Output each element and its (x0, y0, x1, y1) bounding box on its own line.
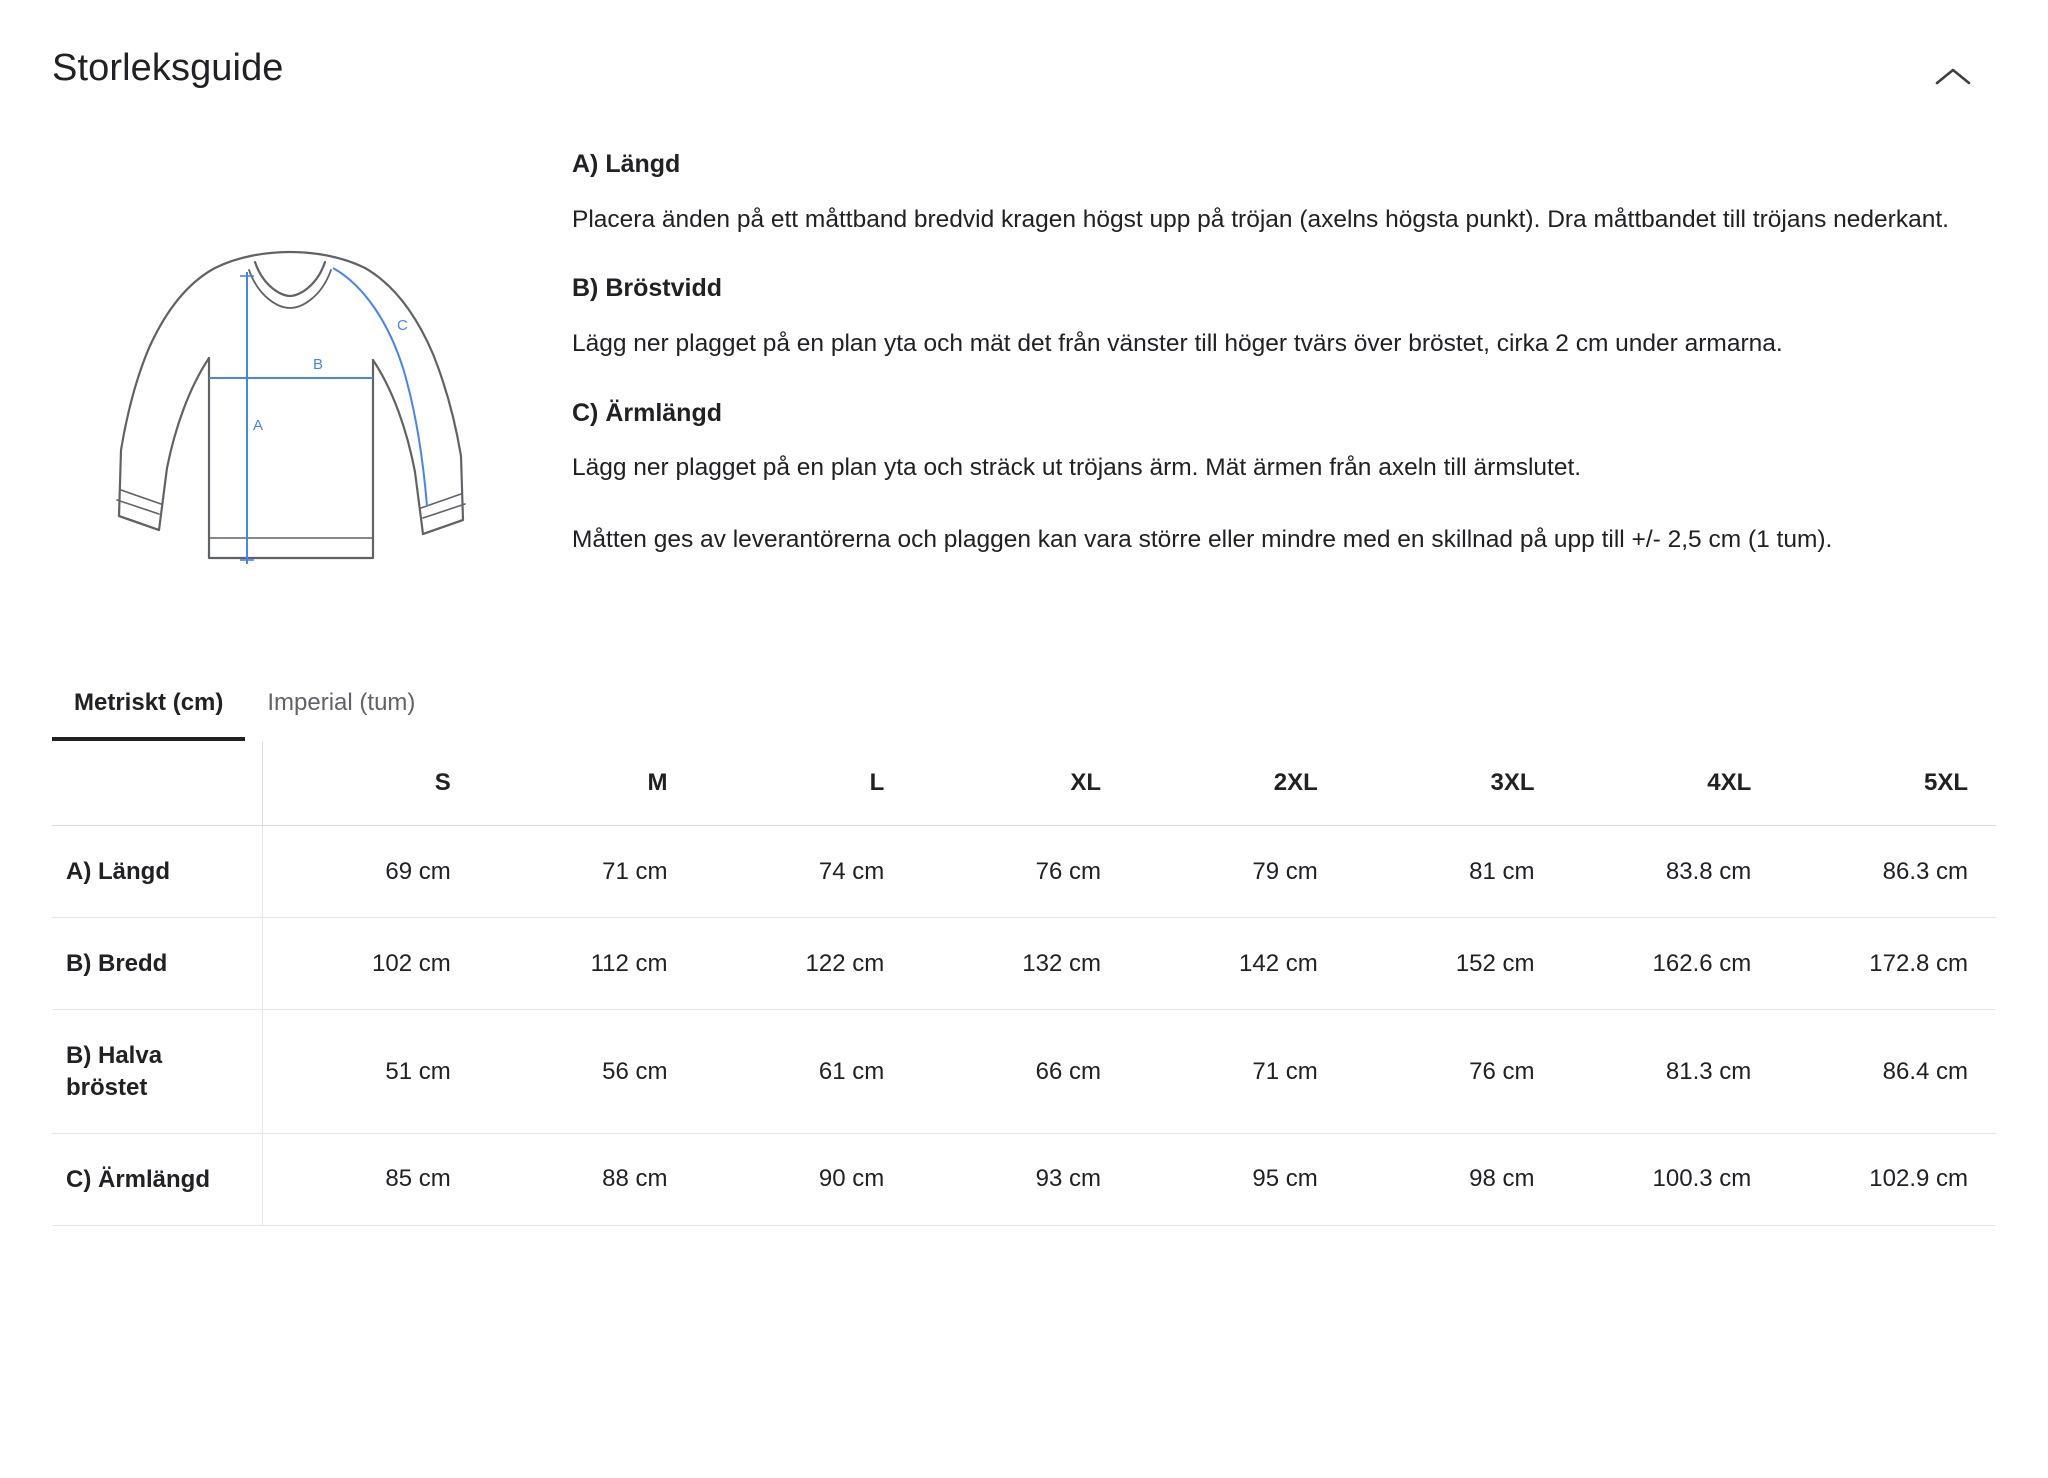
cell-length-m: 71 cm (479, 826, 696, 918)
column-header-s: S (262, 741, 479, 826)
table-row (52, 1010, 1996, 1133)
instruction-body-b: Lägg ner plagget på en plan yta och mät det från vänster till höger tvärs över bröstet, cirka 2 cm under armarna. (572, 329, 1783, 357)
column-header-5xl: 5XL (1779, 741, 1996, 826)
cell-width-5xl: 172.8 cm (1779, 918, 1996, 1010)
cell-width-xl: 132 cm (912, 918, 1129, 1010)
cell-half-chest-4xl: 81.3 cm (1563, 1010, 1780, 1133)
page-title: Storleksguide (52, 47, 284, 89)
cell-sleeve-m: 88 cm (479, 1133, 696, 1225)
cell-half-chest-l: 61 cm (696, 1010, 913, 1133)
instructions-column (572, 128, 1996, 559)
sweater-measurement-diagram (97, 238, 527, 623)
instruction-heading-c: C) Ärmlängd (572, 398, 722, 427)
label-a: A (253, 417, 264, 434)
instruction-heading-a: A) Längd (572, 150, 681, 178)
table-row (52, 826, 1996, 918)
cell-half-chest-5xl: 86.4 cm (1779, 1010, 1996, 1133)
cell-half-chest-m: 56 cm (479, 1010, 696, 1133)
cell-width-4xl: 162.6 cm (1563, 918, 1780, 1010)
cell-half-chest-2xl: 71 cm (1129, 1010, 1346, 1133)
collapse-section-button[interactable] (1924, 48, 1982, 106)
cell-length-4xl: 83.8 cm (1563, 826, 1780, 918)
size-table (52, 741, 1996, 1226)
column-header-m: M (479, 741, 696, 826)
table-row (52, 1133, 1996, 1225)
label-c: C (397, 317, 408, 334)
size-guide-header (0, 0, 2048, 106)
cell-length-l: 74 cm (696, 826, 913, 918)
column-header-2xl: 2XL (1129, 741, 1346, 826)
row-label-width: B) Bredd (52, 918, 262, 1010)
cell-sleeve-s: 85 cm (262, 1133, 479, 1225)
chevron-up-icon (1933, 65, 1973, 89)
row-label-half-chest: B) Halva bröstet (52, 1010, 262, 1133)
cell-sleeve-5xl: 102.9 cm (1779, 1133, 1996, 1225)
cell-half-chest-3xl: 76 cm (1346, 1010, 1563, 1133)
row-label-sleeve: C) Ärmlängd (52, 1133, 262, 1225)
cell-length-xl: 76 cm (912, 826, 1129, 918)
tab-imperial[interactable]: Imperial (tum) (267, 689, 416, 716)
label-b: B (313, 356, 324, 373)
cell-sleeve-2xl: 95 cm (1129, 1133, 1346, 1225)
diagram-column (52, 128, 572, 623)
unit-tabs (0, 679, 2048, 741)
guide-content (0, 106, 2048, 623)
size-table-wrap (0, 741, 2048, 1226)
table-corner-cell (52, 741, 262, 826)
table-header-row (52, 741, 1996, 826)
column-header-xl: XL (912, 741, 1129, 826)
cell-width-3xl: 152 cm (1346, 918, 1563, 1010)
cell-sleeve-xl: 93 cm (912, 1133, 1129, 1225)
cell-half-chest-xl: 66 cm (912, 1010, 1129, 1133)
cell-width-m: 112 cm (479, 918, 696, 1010)
instruction-body-a: Placera änden på ett måttband bredvid kragen högst upp på tröjan (axelns högsta punkt). Dra måttbandet till tröjans nederkant. (572, 205, 1949, 233)
column-header-4xl: 4XL (1563, 741, 1780, 826)
cell-width-s: 102 cm (262, 918, 479, 1010)
column-header-l: L (696, 741, 913, 826)
cell-sleeve-4xl: 100.3 cm (1563, 1133, 1780, 1225)
cell-half-chest-s: 51 cm (262, 1010, 479, 1133)
cell-sleeve-l: 90 cm (696, 1133, 913, 1225)
cell-width-2xl: 142 cm (1129, 918, 1346, 1010)
cell-length-s: 69 cm (262, 826, 479, 918)
cell-length-5xl: 86.3 cm (1779, 826, 1996, 918)
measurement-tolerance-note: Måtten ges av leverantörerna och plaggen kan vara större eller mindre med en skillnad på upp till +/- 2,5 cm (1 tum). (572, 526, 1833, 554)
column-header-3xl: 3XL (1346, 741, 1563, 826)
cell-length-3xl: 81 cm (1346, 826, 1563, 918)
instruction-heading-b: B) Bröstvidd (572, 274, 722, 303)
cell-length-2xl: 79 cm (1129, 826, 1346, 918)
cell-sleeve-3xl: 98 cm (1346, 1133, 1563, 1225)
row-label-length: A) Längd (52, 826, 262, 918)
table-row (52, 918, 1996, 1010)
cell-width-l: 122 cm (696, 918, 913, 1010)
instruction-body-c: Lägg ner plagget på en plan yta och sträck ut tröjans ärm. Mät ärmen från axeln till ärmslutet. (572, 454, 1582, 482)
tab-metric[interactable]: Metriskt (cm) (52, 679, 245, 741)
